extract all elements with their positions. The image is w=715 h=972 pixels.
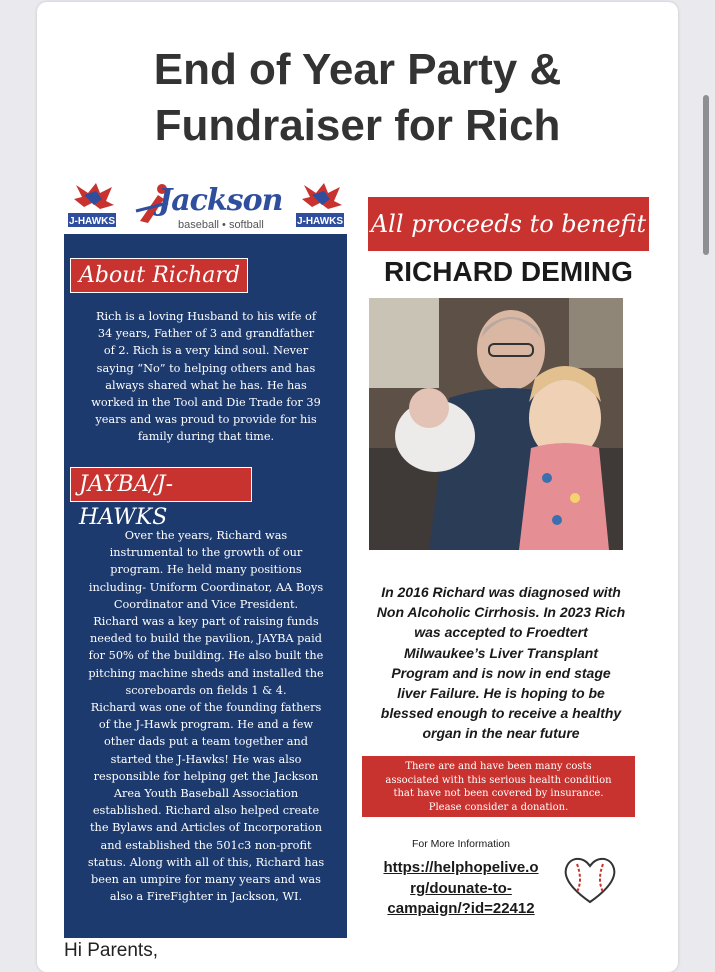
diagnosis-text-line-3: was accepted to Froedtert bbox=[414, 624, 588, 641]
flyer-right-column bbox=[361, 176, 656, 938]
costs-notice-line-2: associated with this serious health condition bbox=[385, 774, 612, 786]
post-body-greeting: Hi Parents, bbox=[64, 940, 158, 961]
about-text-line-1: Rich is a loving Husband to his wife of bbox=[95, 310, 317, 323]
donation-link-line-3: campaign/?id=22412 bbox=[387, 900, 535, 917]
diagnosis-text-line-5: Program and is now in end stage bbox=[391, 664, 611, 681]
diagnosis-text-line-2: Non Alcoholic Cirrhosis. In 2023 Rich bbox=[376, 604, 626, 621]
jayba-text-line-8: for 50% of the building. He also built the bbox=[88, 649, 324, 663]
about-text-line-3: of 2. Rich is a very kind soul. Never bbox=[103, 344, 309, 358]
about-text-line-2: 34 years, Father of 3 and grandfather bbox=[97, 327, 315, 341]
jayba-text-line-6: Richard was a key part of raising funds bbox=[93, 615, 319, 629]
jayba-text-line-13: other dads put a team together and bbox=[103, 735, 309, 749]
jayba-text-line-2: instrumental to the growth of our bbox=[109, 546, 303, 560]
about-text-line-8: family during that time. bbox=[137, 430, 275, 444]
costs-notice-line-3: that have not been covered by insurance. bbox=[393, 788, 604, 799]
jayba-text-line-1: Over the years, Richard was bbox=[124, 529, 288, 542]
about-text-line-7: years and was proud to provide for his bbox=[95, 413, 317, 427]
post-title bbox=[0, 42, 715, 154]
family-photo bbox=[369, 298, 623, 550]
jayba-text bbox=[72, 527, 340, 905]
jayba-text-line-9: pitching machine sheds and installed the bbox=[88, 666, 324, 680]
donation-link-line-2: rg/dounate-to- bbox=[410, 879, 512, 897]
logo-row bbox=[64, 176, 347, 234]
jayba-text-line-4: including- Uniform Coordinator, AA Boys bbox=[88, 580, 324, 594]
diagnosis-text-line-6: liver Failure. He is hoping to be bbox=[397, 685, 605, 702]
diagnosis-text-line-4: Milwaukee’s Liver Transplant bbox=[403, 644, 598, 661]
post-title-line-2: Fundraiser for Rich bbox=[154, 101, 561, 150]
jackson-logo bbox=[134, 181, 284, 233]
jayba-text-line-3: program. He held many positions bbox=[110, 563, 302, 577]
beneficiary-name: RICHARD DEMING bbox=[384, 256, 633, 287]
jhawks-logo-right-icon bbox=[294, 179, 346, 233]
baseball-heart-icon bbox=[561, 854, 619, 906]
jayba-text-line-18: the Bylaws and Articles of Incorporation bbox=[90, 821, 322, 835]
costs-notice-line-4: Please consider a donation. bbox=[428, 801, 569, 813]
jayba-text-line-22: also a FireFighter in Jackson, WI. bbox=[109, 890, 303, 904]
costs-notice-line-1: There are and have been many costs bbox=[405, 761, 592, 772]
jhawks-logo-left-icon bbox=[66, 179, 118, 233]
more-info-label: For More Information bbox=[411, 838, 511, 850]
jhawks-label-left: J-HAWKS bbox=[68, 216, 116, 227]
flyer-left-column bbox=[64, 176, 347, 938]
diagnosis-text-line-8: organ in the near future bbox=[422, 725, 580, 742]
jayba-text-line-10: scoreboards on fields 1 & 4. bbox=[125, 683, 287, 697]
costs-notice bbox=[362, 756, 635, 817]
jayba-text-line-14: started the J-Hawks! He was also bbox=[110, 752, 302, 766]
navy-info-panel bbox=[64, 234, 347, 938]
fundraiser-flyer-image[interactable] bbox=[64, 176, 656, 938]
jayba-text-line-16: Area Youth Baseball Association bbox=[113, 787, 299, 801]
post-title-line-1: End of Year Party & bbox=[153, 45, 562, 94]
jhawks-label-right: J-HAWKS bbox=[296, 216, 344, 227]
about-text-line-6: worked in the Tool and Die Trade for 39 bbox=[91, 396, 321, 410]
jayba-text-line-20: status. Along with all of this, Richard has bbox=[87, 855, 325, 869]
diagnosis-text bbox=[361, 582, 641, 744]
jayba-text-line-11: Richard was one of the founding fathers bbox=[90, 701, 322, 715]
jayba-text-line-21: been an umpire for many years and was bbox=[91, 873, 321, 887]
jayba-text-line-19: and established the 501c3 non-profit bbox=[100, 838, 312, 852]
jayba-text-line-17: established. Richard also helped create bbox=[92, 804, 320, 818]
jackson-subtitle: baseball • softball bbox=[178, 219, 264, 231]
about-heading: About Richard bbox=[70, 258, 248, 293]
diagnosis-text-line-1: In 2016 Richard was diagnosed with bbox=[381, 584, 621, 600]
about-text-line-5: always shared what he has. He has bbox=[105, 378, 307, 392]
donation-link[interactable] bbox=[361, 858, 561, 920]
benefit-banner: All proceeds to benefit bbox=[368, 197, 649, 251]
diagnosis-text-line-7: blessed enough to receive a healthy bbox=[380, 705, 622, 722]
jayba-text-line-12: of the J-Hawk program. He and a few bbox=[98, 718, 314, 732]
about-text-line-4: saying “No” to helping others and has bbox=[96, 361, 316, 375]
jayba-text-line-5: Coordinator and Vice President. bbox=[113, 597, 299, 611]
jayba-text-line-15: responsible for helping get the Jackson bbox=[93, 769, 319, 783]
jayba-text-line-7: needed to build the pavilion, JAYBA paid bbox=[90, 632, 322, 646]
about-text bbox=[72, 308, 340, 446]
donation-link-line-1: https://helphopelive.o bbox=[383, 859, 539, 876]
jayba-heading: JAYBA/J-HAWKS bbox=[70, 467, 252, 502]
jackson-wordmark: Jackson bbox=[158, 183, 283, 218]
